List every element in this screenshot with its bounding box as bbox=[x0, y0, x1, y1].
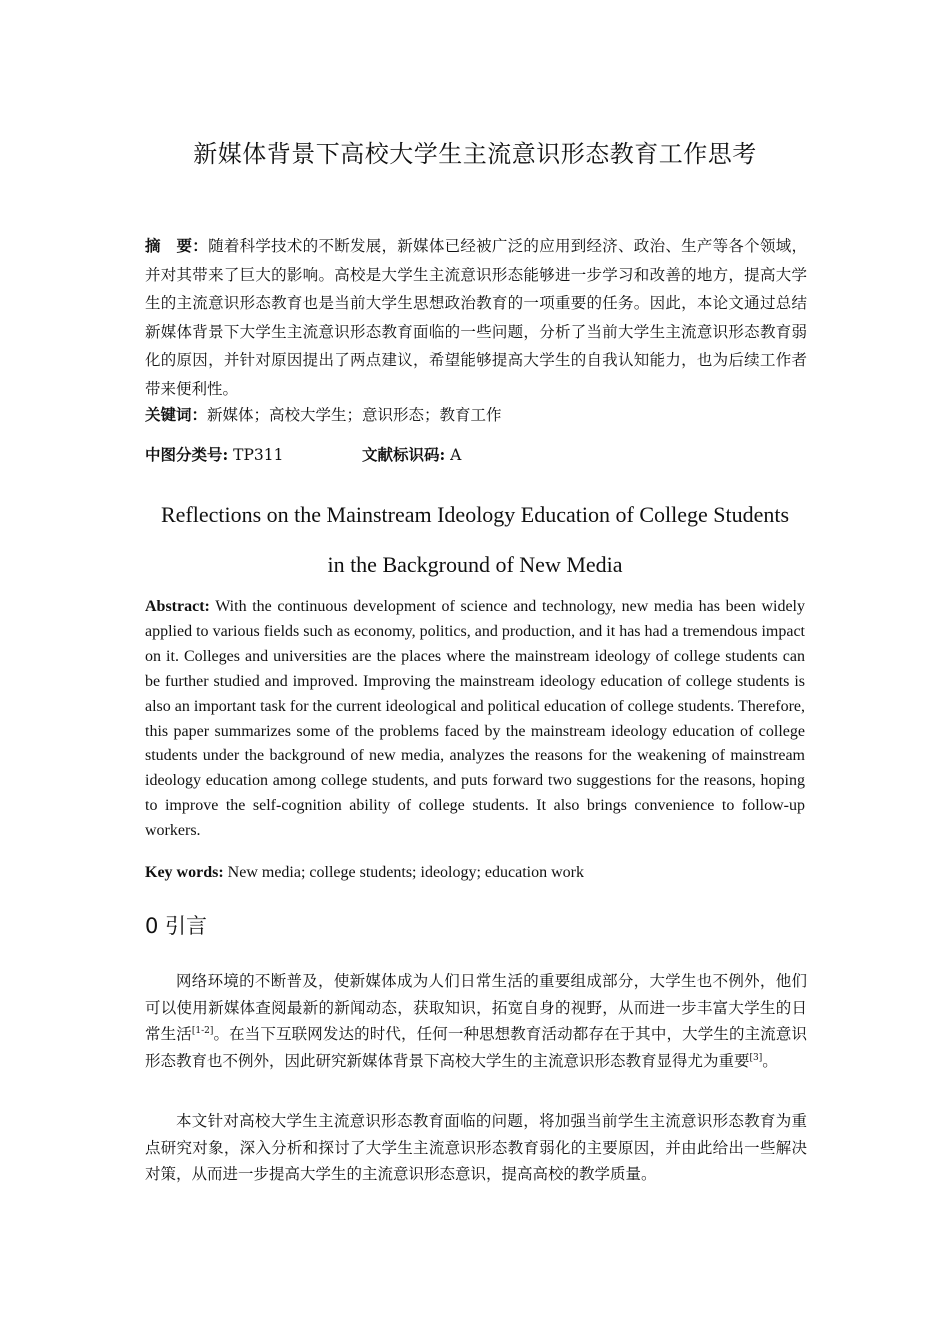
clc-value: TP311 bbox=[228, 446, 284, 464]
intro-paragraph-1-part-2: 。在当下互联网发达的时代，任何一种思想教育活动都存在于其中，大学生的主流意识形态教育也不例外，因此研究新媒体背景下高校大学生的主流意识形态教育显得尤为重要 bbox=[145, 1025, 807, 1070]
citation-1-2[interactable]: [1-2] bbox=[191, 1026, 214, 1036]
section-heading-introduction: 0 引言 bbox=[145, 914, 208, 938]
citation-3[interactable]: [3] bbox=[749, 1052, 763, 1063]
intro-paragraph-1 bbox=[145, 968, 807, 1074]
clc-label: 中图分类号: bbox=[145, 445, 229, 464]
document-code-value: A bbox=[445, 446, 462, 464]
chinese-abstract bbox=[145, 232, 807, 404]
chinese-keywords-label: 关键词： bbox=[145, 405, 208, 424]
english-title-line-1: Reflections on the Mainstream Ideology Education of College Students bbox=[160, 502, 790, 527]
intro-paragraph-1-part-3: 。 bbox=[762, 1051, 778, 1070]
chinese-title: 新媒体背景下高校大学生主流意识形态教育工作思考 bbox=[193, 140, 757, 168]
document-code bbox=[362, 442, 461, 468]
english-abstract-label: Abstract: bbox=[145, 598, 210, 615]
chinese-abstract-text: 随着科学技术的不断发展，新媒体已经被广泛的应用到经济、政治、生产等各个领域，并对其带来了巨大的影响。高校是大学生主流意识形态能够进一步学习和改善的地方，提高大学生的主流意识形态教育也是当前大学生思想政治教育的一项重要的任务。因此，本论文通过总结新媒体背景下大学生主流意识形态教育面临的一些问题，分析了当前大学生主流意识形态教育弱化的原因，并针对原因提出了两点建议，希望能够提高大学生的自我认知能力，也为后续工作者带来便利性。 bbox=[145, 237, 807, 398]
english-keywords-text: New media; college students; ideology; education work bbox=[223, 864, 585, 881]
intro-paragraph-2: 本文针对高校大学生主流意识形态教育面临的问题，将加强当前学生主流意识形态教育为重点研究对象，深入分析和探讨了大学生主流意识形态教育弱化的主要原因，并由此给出一些解决对策，从而进一步提高大学生的主流意识形态意识，提高高校的教学质量。 bbox=[145, 1112, 807, 1183]
classification-line bbox=[145, 442, 805, 468]
document-code-label: 文献标识码: bbox=[362, 445, 446, 464]
chinese-abstract-label: 摘 要： bbox=[145, 236, 209, 255]
intro-paragraph-1-part-1: 网络环境的不断普及，使新媒体成为人们日常生活的重要组成部分，大学生也不例外，他们可以使用新媒体查阅最新的新闻动态，获取知识，拓宽自身的视野，从而进一步丰富大学生的日常生活 bbox=[145, 972, 807, 1043]
english-abstract-text: With the continuous development of science and technology, new media has been widely applied to various fields such as economy, politics, and production, and it has had a tremendous impact on it. Colleges and universities are the places where the mainstream ideology of college students can be further studied and improved. Improving the mainstream ideology education of college students is also an important task for the current ideological and political education of college students. Therefore, this paper summarizes some of the problems faced by the mainstream ideology education of college students under the background of new media, analyzes the reasons for the weakening of mainstream ideology education among college students, and puts forward two suggestions for the reasons, hoping to improve the self-cognition ability of college students. It also brings convenience to follow-up workers. bbox=[145, 598, 805, 840]
english-title bbox=[145, 490, 805, 590]
english-keywords bbox=[145, 860, 805, 885]
clc-number bbox=[145, 446, 284, 464]
chinese-keywords-text: 新媒体；高校大学生；意识形态；教育工作 bbox=[207, 406, 502, 424]
chinese-keywords bbox=[145, 402, 805, 428]
english-abstract bbox=[145, 595, 805, 844]
english-keywords-label: Key words: bbox=[145, 864, 224, 881]
english-title-line-2: in the Background of New Media bbox=[327, 552, 623, 577]
